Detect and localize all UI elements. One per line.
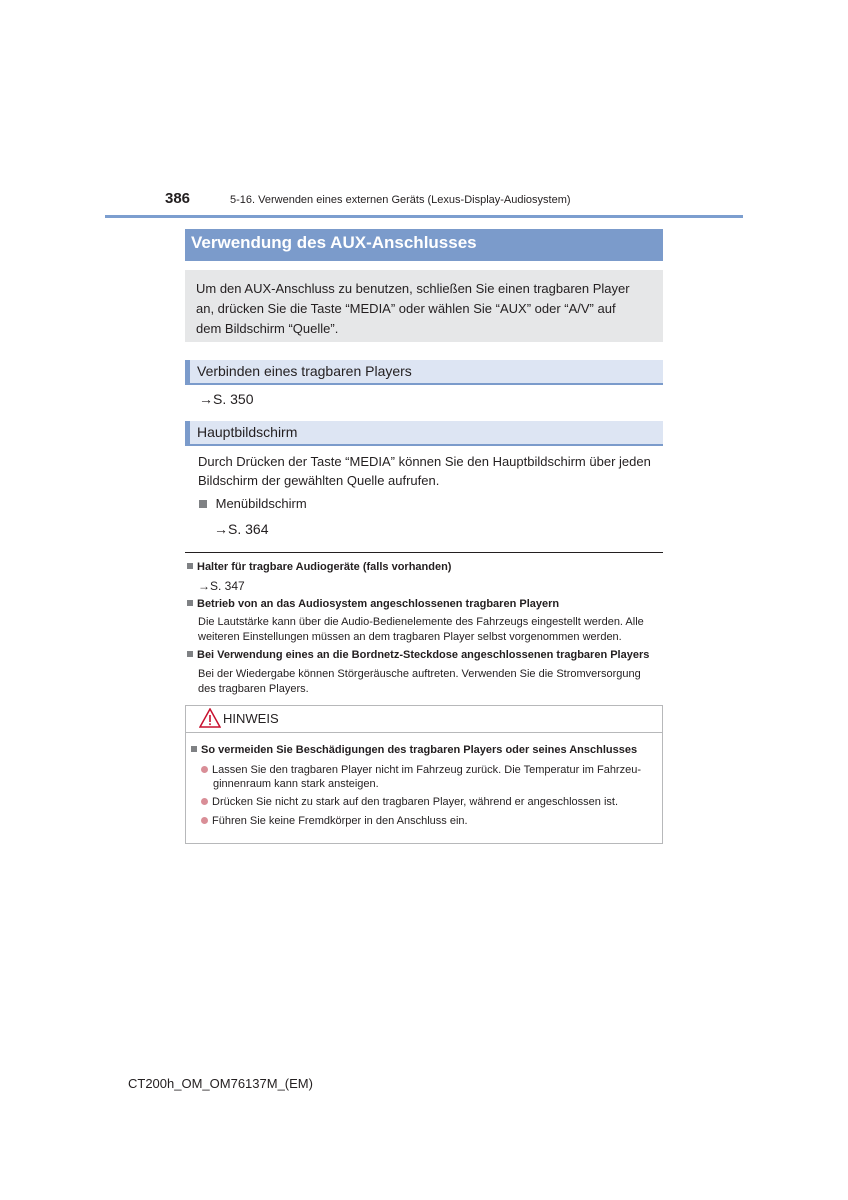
note-text xyxy=(198,615,644,645)
bullet-dot-icon xyxy=(201,817,208,824)
note-line: Bei der Wiedergabe können Störgeräusche auftreten. Verwenden Sie die Stromversorgung xyxy=(198,668,641,680)
note-line: des tragbaren Players. xyxy=(198,683,309,695)
caution-bullet: Drücken Sie nicht zu stark auf den tragbaren Player, während er angeschlossen ist. xyxy=(201,795,618,810)
note-text xyxy=(198,667,641,697)
square-bullet-icon xyxy=(187,600,193,606)
note-heading: Betrieb von an das Audiosystem angeschlossenen tragbaren Playern xyxy=(187,598,559,610)
square-bullet-icon xyxy=(187,651,193,657)
square-bullet-icon xyxy=(199,500,207,508)
caution-bullet-continuation: ginnenraum kann stark ansteigen. xyxy=(213,778,379,790)
page-reference-link[interactable]: →S. 364 xyxy=(214,521,269,537)
intro-line: dem Bildschirm “Quelle”. xyxy=(196,321,339,336)
square-bullet-icon xyxy=(187,563,193,569)
intro-line: an, drücken Sie die Taste “MEDIA” oder wählen Sie “AUX” oder “A/V” auf xyxy=(196,301,616,316)
note-heading: Halter für tragbare Audiogeräte (falls vorhanden) xyxy=(187,561,451,573)
notes-divider xyxy=(185,552,663,553)
sub-item-menu-screen xyxy=(199,496,307,511)
section-accent xyxy=(185,360,190,383)
caution-divider xyxy=(185,732,663,733)
caution-title: HINWEIS xyxy=(223,711,279,726)
page-number: 386 xyxy=(165,190,191,207)
section-heading-main-screen xyxy=(185,421,663,446)
section-accent xyxy=(185,421,190,444)
note-line: Die Lautstärke kann über die Audio-Bedienelemente des Fahrzeugs eingestellt werden. Alle xyxy=(198,616,644,628)
intro-box xyxy=(185,270,663,342)
section-title: Hauptbildschirm xyxy=(197,424,298,440)
header-rule xyxy=(105,215,743,218)
body-line: Durch Drücken der Taste “MEDIA” können Sie den Hauptbildschirm über jeden xyxy=(198,454,651,469)
section-heading-connect-player xyxy=(185,360,663,385)
note-line: weiteren Einstellungen müssen an dem tragbaren Player selbst vorgenommen werden. xyxy=(198,631,622,643)
square-bullet-icon xyxy=(191,746,197,752)
sub-item-label: Menübildschirm xyxy=(215,496,307,511)
section-body xyxy=(198,452,651,490)
bullet-dot-icon xyxy=(201,798,208,805)
section-title: Verbinden eines tragbaren Players xyxy=(197,363,412,379)
note-heading: Bei Verwendung eines an die Bordnetz-Steckdose angeschlossenen tragbaren Players xyxy=(187,649,649,661)
bullet-dot-icon xyxy=(201,766,208,773)
running-head: 5-16. Verwenden eines externen Geräts (Lexus-Display-Audiosystem) xyxy=(230,194,571,206)
page-reference-link[interactable]: →S. 347 xyxy=(198,579,245,593)
page-reference-link[interactable]: →S. 350 xyxy=(199,391,254,407)
document-code: CT200h_OM_OM76137M_(EM) xyxy=(128,1076,313,1091)
caution-bullet: Lassen Sie den tragbaren Player nicht im Fahrzeug zurück. Die Temperatur im Fahrzeu- xyxy=(201,763,641,778)
main-title: Verwendung des AUX-Anschlusses xyxy=(185,229,663,261)
warning-triangle-icon xyxy=(199,708,221,728)
caution-heading: So vermeiden Sie Beschädigungen des tragbaren Players oder seines Anschlusses xyxy=(191,744,637,756)
intro-line: Um den AUX-Anschluss zu benutzen, schließen Sie einen tragbaren Player xyxy=(196,281,630,296)
caution-bullet: Führen Sie keine Fremdkörper in den Anschluss ein. xyxy=(201,814,468,829)
body-line: Bildschirm der gewählten Quelle aufrufen. xyxy=(198,473,440,488)
